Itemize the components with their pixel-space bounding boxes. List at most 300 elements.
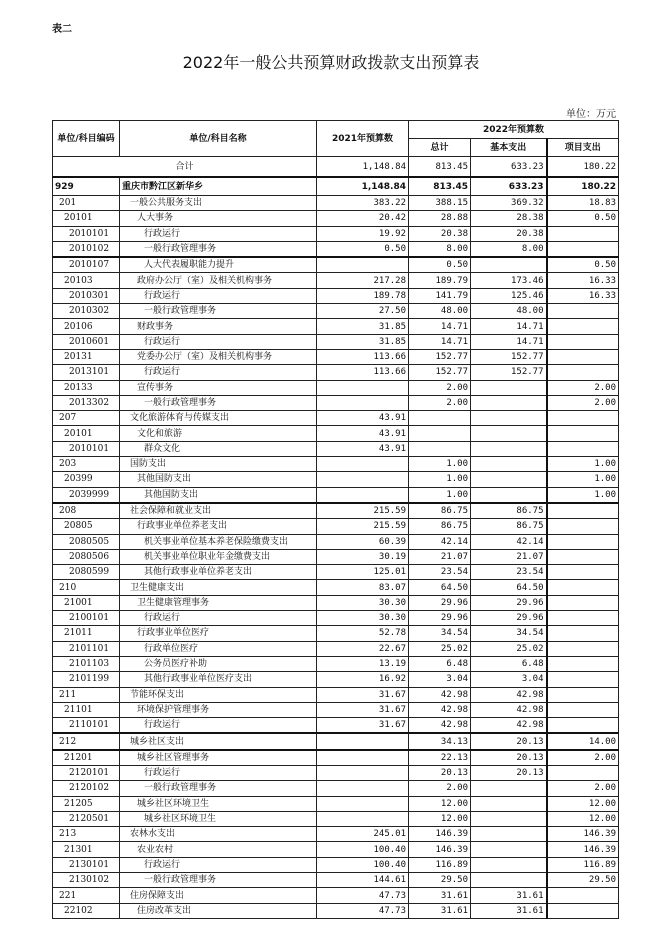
table-row xyxy=(53,811,619,826)
row-code: 2080505 xyxy=(53,534,120,549)
row-total: 34.13 xyxy=(409,733,471,749)
row-total: 12.00 xyxy=(409,811,471,826)
unit-basic: 633.23 xyxy=(471,177,547,196)
row-code: 210 xyxy=(53,580,120,595)
row-code: 2010107 xyxy=(53,257,120,273)
row-code: 20103 xyxy=(53,273,120,288)
table-row xyxy=(53,656,619,671)
row-prev-year: 31.67 xyxy=(317,718,409,734)
row-name: 城乡社区支出 xyxy=(120,733,317,749)
row-total: 21.07 xyxy=(409,549,471,564)
row-basic: 34.54 xyxy=(471,626,547,641)
row-name: 政府办公厅（室）及相关机构事务 xyxy=(120,273,317,288)
row-total: 12.00 xyxy=(409,796,471,811)
row-prev-year xyxy=(317,796,409,811)
row-basic xyxy=(471,796,547,811)
row-project: 2.00 xyxy=(547,380,619,395)
row-prev-year: 27.50 xyxy=(317,304,409,319)
row-name: 城乡社区环境卫生 xyxy=(120,811,317,826)
row-code: 2010301 xyxy=(53,288,120,303)
row-basic: 173.46 xyxy=(471,273,547,288)
table-row xyxy=(53,580,619,595)
table-row xyxy=(53,595,619,610)
row-name: 行政运行 xyxy=(120,334,317,349)
table-row xyxy=(53,672,619,687)
row-code: 2080506 xyxy=(53,549,120,564)
row-project: 1.00 xyxy=(547,472,619,487)
table-row xyxy=(53,226,619,241)
row-total: 31.61 xyxy=(409,903,471,918)
row-prev-year xyxy=(317,765,409,780)
row-total: 31.61 xyxy=(409,888,471,903)
unit-prev: 1,148.84 xyxy=(317,177,409,196)
row-code: 213 xyxy=(53,827,120,842)
row-project: 14.00 xyxy=(547,733,619,749)
row-prev-year: 20.42 xyxy=(317,211,409,226)
row-name: 行政运行 xyxy=(120,365,317,380)
row-project xyxy=(547,441,619,456)
row-project xyxy=(547,656,619,671)
row-total: 6.48 xyxy=(409,656,471,671)
total-total: 813.45 xyxy=(409,157,471,178)
table-row xyxy=(53,873,619,888)
row-total: 28.88 xyxy=(409,211,471,226)
row-project xyxy=(547,641,619,656)
row-prev-year: 47.73 xyxy=(317,903,409,918)
row-code: 20133 xyxy=(53,380,120,395)
header-name: 单位/科目名称 xyxy=(120,121,317,157)
row-code: 20805 xyxy=(53,519,120,534)
row-basic: 20.13 xyxy=(471,750,547,766)
row-total: 388.15 xyxy=(409,196,471,211)
row-prev-year: 189.78 xyxy=(317,288,409,303)
header-prev-year: 2021年预算数 xyxy=(317,121,409,157)
table-row xyxy=(53,196,619,211)
row-code: 2013302 xyxy=(53,395,120,410)
table-row xyxy=(53,411,619,426)
table-row xyxy=(53,842,619,857)
unit-total: 813.45 xyxy=(409,177,471,196)
row-code: 20101 xyxy=(53,426,120,441)
row-code: 2010102 xyxy=(53,241,120,257)
row-basic xyxy=(471,873,547,888)
row-prev-year: 217.28 xyxy=(317,273,409,288)
row-total: 25.02 xyxy=(409,641,471,656)
row-project xyxy=(547,349,619,364)
total-label: 合计 xyxy=(53,157,317,178)
row-project xyxy=(547,426,619,441)
row-name: 行政事业单位养老支出 xyxy=(120,519,317,534)
row-basic: 3.04 xyxy=(471,672,547,687)
row-name: 一般公共服务支出 xyxy=(120,196,317,211)
row-basic: 20.38 xyxy=(471,226,547,241)
table-row xyxy=(53,365,619,380)
table-row xyxy=(53,211,619,226)
row-name: 群众文化 xyxy=(120,441,317,456)
row-basic: 14.71 xyxy=(471,334,547,349)
row-total: 14.71 xyxy=(409,319,471,334)
row-prev-year: 215.59 xyxy=(317,519,409,534)
row-total xyxy=(409,426,471,441)
row-project xyxy=(547,626,619,641)
row-code: 2039999 xyxy=(53,487,120,503)
row-project xyxy=(547,519,619,534)
row-project xyxy=(547,241,619,257)
row-code: 2101199 xyxy=(53,672,120,687)
row-total: 146.39 xyxy=(409,842,471,857)
table-row xyxy=(53,718,619,734)
table-row xyxy=(53,241,619,257)
row-name: 党委办公厅（室）及相关机构事务 xyxy=(120,349,317,364)
row-project xyxy=(547,765,619,780)
row-basic xyxy=(471,857,547,872)
row-total: 2.00 xyxy=(409,781,471,796)
row-total: 20.13 xyxy=(409,765,471,780)
table-row xyxy=(53,273,619,288)
row-total: 29.50 xyxy=(409,873,471,888)
row-code: 20106 xyxy=(53,319,120,334)
row-project: 146.39 xyxy=(547,827,619,842)
row-name: 农业农村 xyxy=(120,842,317,857)
row-prev-year xyxy=(317,781,409,796)
row-basic: 29.96 xyxy=(471,595,547,610)
row-name: 文化和旅游 xyxy=(120,426,317,441)
row-basic xyxy=(471,487,547,503)
row-total: 116.89 xyxy=(409,857,471,872)
row-total: 34.54 xyxy=(409,626,471,641)
row-prev-year: 31.85 xyxy=(317,334,409,349)
row-basic: 31.61 xyxy=(471,888,547,903)
table-row xyxy=(53,641,619,656)
table-row xyxy=(53,487,619,503)
table-row xyxy=(53,796,619,811)
row-basic xyxy=(471,781,547,796)
table-row xyxy=(53,457,619,472)
total-prev: 1,148.84 xyxy=(317,157,409,178)
row-total: 64.50 xyxy=(409,580,471,595)
row-basic xyxy=(471,395,547,410)
row-prev-year: 215.59 xyxy=(317,503,409,519)
row-project: 12.00 xyxy=(547,796,619,811)
row-code: 21201 xyxy=(53,750,120,766)
row-prev-year: 43.91 xyxy=(317,441,409,456)
row-name: 一般行政管理事务 xyxy=(120,873,317,888)
row-basic: 21.07 xyxy=(471,549,547,564)
row-basic: 8.00 xyxy=(471,241,547,257)
unit-label: 单位：万元 xyxy=(566,109,616,120)
row-name: 卫生健康支出 xyxy=(120,580,317,595)
table-row xyxy=(53,395,619,410)
row-prev-year: 13.19 xyxy=(317,656,409,671)
row-code: 203 xyxy=(53,457,120,472)
row-code: 2110101 xyxy=(53,718,120,734)
row-code: 2120102 xyxy=(53,781,120,796)
row-prev-year: 43.91 xyxy=(317,426,409,441)
row-total: 86.75 xyxy=(409,519,471,534)
row-code: 21011 xyxy=(53,626,120,641)
row-basic xyxy=(471,411,547,426)
row-project: 18.83 xyxy=(547,196,619,211)
table-row xyxy=(53,888,619,903)
row-code: 21001 xyxy=(53,595,120,610)
row-project xyxy=(547,411,619,426)
row-prev-year: 144.61 xyxy=(317,873,409,888)
row-total: 0.50 xyxy=(409,257,471,273)
row-code: 2120501 xyxy=(53,811,120,826)
header-code: 单位/科目编码 xyxy=(53,121,120,157)
row-basic: 42.98 xyxy=(471,718,547,734)
row-prev-year: 245.01 xyxy=(317,827,409,842)
table-row xyxy=(53,687,619,702)
row-total: 42.98 xyxy=(409,718,471,734)
row-project: 0.50 xyxy=(547,211,619,226)
row-name: 其他行政事业单位养老支出 xyxy=(120,565,317,580)
table-row xyxy=(53,750,619,766)
row-total: 1.00 xyxy=(409,457,471,472)
row-basic: 42.14 xyxy=(471,534,547,549)
table-row xyxy=(53,441,619,456)
row-project: 0.50 xyxy=(547,257,619,273)
row-prev-year: 60.39 xyxy=(317,534,409,549)
row-basic: 42.98 xyxy=(471,687,547,702)
budget-table xyxy=(52,120,619,919)
total-project: 180.22 xyxy=(547,157,619,178)
row-project: 2.00 xyxy=(547,395,619,410)
row-prev-year xyxy=(317,487,409,503)
row-project xyxy=(547,903,619,918)
row-prev-year xyxy=(317,750,409,766)
row-total xyxy=(409,441,471,456)
row-name: 财政事务 xyxy=(120,319,317,334)
row-code: 2080599 xyxy=(53,565,120,580)
row-basic: 20.13 xyxy=(471,765,547,780)
row-name: 农林水支出 xyxy=(120,827,317,842)
row-prev-year: 43.91 xyxy=(317,411,409,426)
row-basic xyxy=(471,811,547,826)
unit-code: 929 xyxy=(53,177,120,196)
row-basic: 125.46 xyxy=(471,288,547,303)
row-code: 20131 xyxy=(53,349,120,364)
row-basic: 20.13 xyxy=(471,733,547,749)
row-code: 201 xyxy=(53,196,120,211)
row-basic: 28.38 xyxy=(471,211,547,226)
row-total: 152.77 xyxy=(409,365,471,380)
row-project xyxy=(547,304,619,319)
table-row xyxy=(53,472,619,487)
row-total: 146.39 xyxy=(409,827,471,842)
row-total: 141.79 xyxy=(409,288,471,303)
row-total: 20.38 xyxy=(409,226,471,241)
table-row xyxy=(53,288,619,303)
table-row xyxy=(53,765,619,780)
row-prev-year xyxy=(317,457,409,472)
row-code: 2010101 xyxy=(53,226,120,241)
row-basic: 152.77 xyxy=(471,365,547,380)
row-total: 14.71 xyxy=(409,334,471,349)
table-row xyxy=(53,857,619,872)
row-prev-year: 31.67 xyxy=(317,702,409,717)
row-name: 其他国防支出 xyxy=(120,487,317,503)
row-code: 2130102 xyxy=(53,873,120,888)
row-total: 1.00 xyxy=(409,487,471,503)
row-basic: 64.50 xyxy=(471,580,547,595)
row-code: 20399 xyxy=(53,472,120,487)
table-row xyxy=(53,611,619,626)
row-project xyxy=(547,611,619,626)
row-code: 2013101 xyxy=(53,365,120,380)
row-basic: 25.02 xyxy=(471,641,547,656)
row-total: 86.75 xyxy=(409,503,471,519)
row-basic: 23.54 xyxy=(471,565,547,580)
row-code: 2010101 xyxy=(53,441,120,456)
row-name: 国防支出 xyxy=(120,457,317,472)
row-code: 20101 xyxy=(53,211,120,226)
row-name: 其他行政事业单位医疗支出 xyxy=(120,672,317,687)
row-total: 8.00 xyxy=(409,241,471,257)
header-total: 总计 xyxy=(409,139,471,157)
row-prev-year xyxy=(317,733,409,749)
table-row xyxy=(53,319,619,334)
row-name: 宣传事务 xyxy=(120,380,317,395)
row-prev-year: 16.92 xyxy=(317,672,409,687)
row-prev-year xyxy=(317,257,409,273)
row-name: 机关事业单位基本养老保险缴费支出 xyxy=(120,534,317,549)
row-name: 公务员医疗补助 xyxy=(120,656,317,671)
row-project xyxy=(547,595,619,610)
row-prev-year: 52.78 xyxy=(317,626,409,641)
row-prev-year: 31.85 xyxy=(317,319,409,334)
table-row xyxy=(53,903,619,918)
row-basic: 6.48 xyxy=(471,656,547,671)
row-code: 22102 xyxy=(53,903,120,918)
row-prev-year: 30.19 xyxy=(317,549,409,564)
row-basic: 86.75 xyxy=(471,503,547,519)
row-total: 42.98 xyxy=(409,687,471,702)
row-total: 2.00 xyxy=(409,395,471,410)
row-code: 212 xyxy=(53,733,120,749)
row-project xyxy=(547,534,619,549)
row-project xyxy=(547,580,619,595)
row-project: 12.00 xyxy=(547,811,619,826)
row-project: 1.00 xyxy=(547,457,619,472)
row-prev-year: 19.92 xyxy=(317,226,409,241)
row-project xyxy=(547,672,619,687)
table-row xyxy=(53,534,619,549)
row-name: 行政运行 xyxy=(120,226,317,241)
row-name: 行政运行 xyxy=(120,718,317,734)
row-name: 文化旅游体育与传媒支出 xyxy=(120,411,317,426)
row-basic: 42.98 xyxy=(471,702,547,717)
row-name: 一般行政管理事务 xyxy=(120,304,317,319)
row-total: 3.04 xyxy=(409,672,471,687)
row-code: 2100101 xyxy=(53,611,120,626)
row-project xyxy=(547,226,619,241)
row-project: 16.33 xyxy=(547,288,619,303)
row-total: 29.96 xyxy=(409,595,471,610)
table-number-label: 表二 xyxy=(52,24,72,35)
row-project: 116.89 xyxy=(547,857,619,872)
table-row xyxy=(53,626,619,641)
row-project xyxy=(547,334,619,349)
row-prev-year: 113.66 xyxy=(317,349,409,364)
table-row xyxy=(53,781,619,796)
table-row xyxy=(53,349,619,364)
row-project: 2.00 xyxy=(547,750,619,766)
row-total: 22.13 xyxy=(409,750,471,766)
row-code: 2101103 xyxy=(53,656,120,671)
row-code: 2130101 xyxy=(53,857,120,872)
row-basic xyxy=(471,472,547,487)
row-project xyxy=(547,718,619,734)
row-total: 23.54 xyxy=(409,565,471,580)
row-code: 21205 xyxy=(53,796,120,811)
row-total: 189.79 xyxy=(409,273,471,288)
row-basic xyxy=(471,827,547,842)
row-code: 21101 xyxy=(53,702,120,717)
row-total xyxy=(409,411,471,426)
table-row xyxy=(53,304,619,319)
page-title: 2022年一般公共预算财政拨款支出预算表 xyxy=(182,53,480,72)
row-name: 行政运行 xyxy=(120,288,317,303)
row-prev-year: 383.22 xyxy=(317,196,409,211)
row-name: 环境保护管理事务 xyxy=(120,702,317,717)
row-basic: 29.96 xyxy=(471,611,547,626)
row-name: 住房改革支出 xyxy=(120,903,317,918)
row-project xyxy=(547,702,619,717)
table-row xyxy=(53,519,619,534)
row-prev-year: 100.40 xyxy=(317,842,409,857)
row-basic: 86.75 xyxy=(471,519,547,534)
total-row xyxy=(53,157,619,178)
row-basic xyxy=(471,380,547,395)
row-project: 146.39 xyxy=(547,842,619,857)
row-prev-year xyxy=(317,395,409,410)
row-project: 2.00 xyxy=(547,781,619,796)
row-project xyxy=(547,549,619,564)
table-row xyxy=(53,565,619,580)
row-project: 16.33 xyxy=(547,273,619,288)
row-name: 机关事业单位职业年金缴费支出 xyxy=(120,549,317,564)
row-name: 行政运行 xyxy=(120,857,317,872)
row-code: 208 xyxy=(53,503,120,519)
row-name: 城乡社区管理事务 xyxy=(120,750,317,766)
header-project: 项目支出 xyxy=(547,139,619,157)
row-prev-year: 100.40 xyxy=(317,857,409,872)
row-name: 住房保障支出 xyxy=(120,888,317,903)
unit-row xyxy=(53,177,619,196)
row-name: 人大事务 xyxy=(120,211,317,226)
row-basic: 31.61 xyxy=(471,903,547,918)
row-basic: 14.71 xyxy=(471,319,547,334)
row-basic xyxy=(471,457,547,472)
row-total: 42.14 xyxy=(409,534,471,549)
row-project xyxy=(547,503,619,519)
row-basic xyxy=(471,257,547,273)
row-code: 2101101 xyxy=(53,641,120,656)
row-prev-year: 22.67 xyxy=(317,641,409,656)
row-basic xyxy=(471,842,547,857)
table-row xyxy=(53,733,619,749)
row-basic xyxy=(471,441,547,456)
row-code: 21301 xyxy=(53,842,120,857)
row-prev-year xyxy=(317,472,409,487)
row-project xyxy=(547,565,619,580)
table-row xyxy=(53,426,619,441)
table-row xyxy=(53,334,619,349)
row-name: 社会保障和就业支出 xyxy=(120,503,317,519)
row-total: 152.77 xyxy=(409,349,471,364)
row-total: 2.00 xyxy=(409,380,471,395)
